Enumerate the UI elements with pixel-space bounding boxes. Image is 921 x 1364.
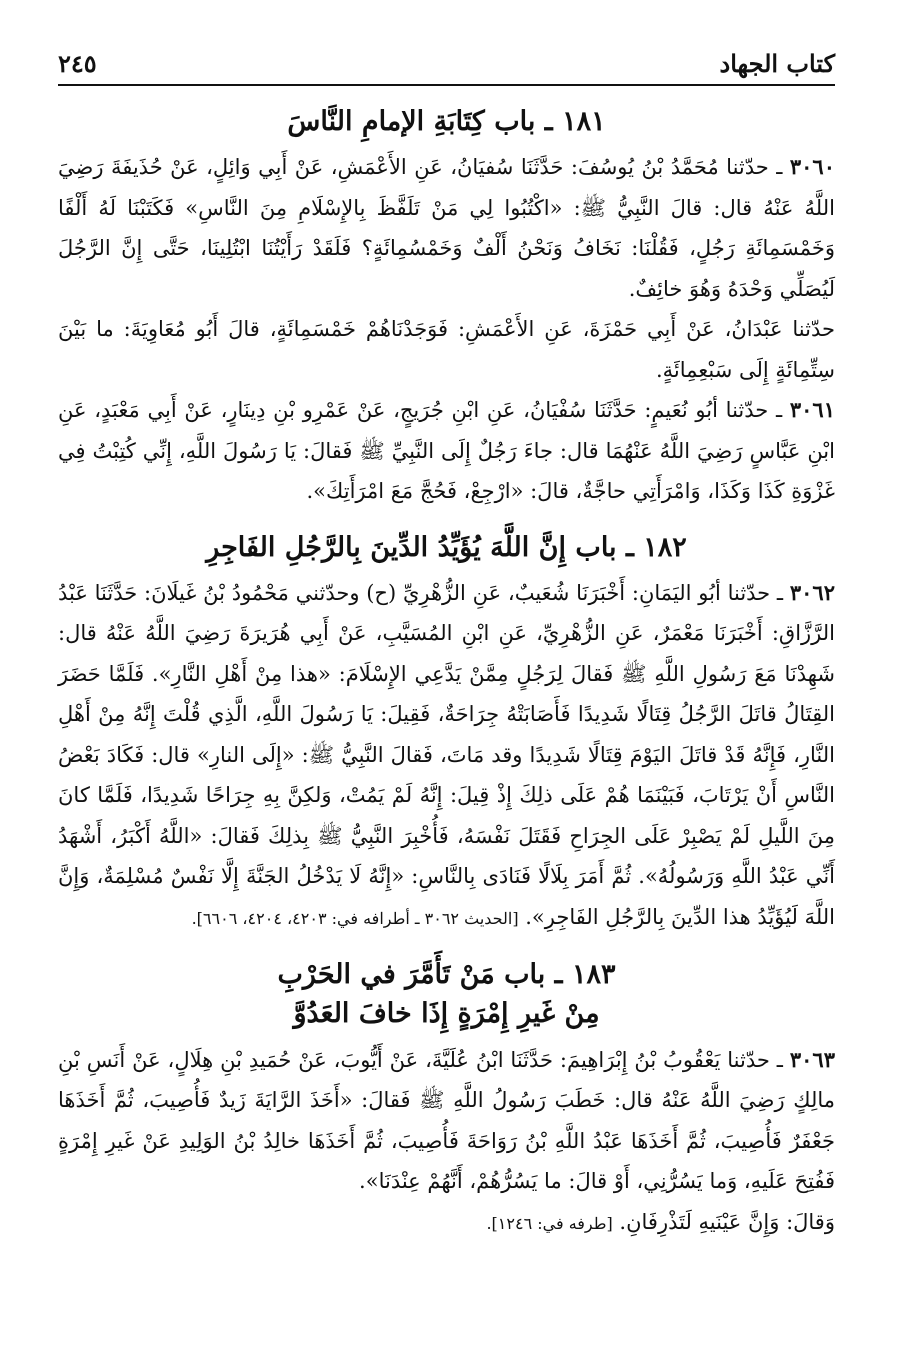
book-title: كتاب الجهاد: [719, 49, 835, 78]
page-number: ٢٤٥: [58, 49, 97, 78]
hadith-3063: [58, 1040, 835, 1202]
page-header: [58, 40, 835, 86]
hadith-3063-addendum: [58, 1202, 835, 1245]
chapter-title-182: [58, 528, 835, 567]
hadith-text: ـ حدّثنا مُحَمَّدُ بْنُ يُوسُفَ: حَدَّثَنَا سُفيَانُ، عَنِ الأَعْمَشِ، عَنْ أَبِي وَائِلٍ، عَنْ حُذَيفَةَ رَضِيَ اللَّهُ عَنْهُ قال: قالَ النَّبِيُّ ﷺ: «اكْتُبُوا لِي مَنْ تَلَفَّظَ بِالإِسْلَامِ مِنَ النَّاسِ» فَكَتَبْنَا لَهُ أَلْفًا وَخَمْسَمِائَةِ رَجُلٍ، فَقُلْنَا: نَخَافُ وَنَحْنُ أَلْفٌ وَخَمْسُمِائَةٍ؟ فَلَقَدْ رَأَيْتُنَا ابْتُلِينَا، حَتَّى إِنَّ الرَّجُلَ لَيُصَلِّي وَحْدَهُ وَهُوَ خائِفٌ.: [58, 155, 835, 301]
hadith-text: ـ حدّثنا أبُو اليَمَانِ: أَخْبَرَنَا شُعَيبٌ، عَنِ الزُّهْرِيِّ (ح) وحدّثني مَحْمُودُ بْنُ غَيلَانَ: حَدَّثَنَا عَبْدُ الرَّزَّاقِ: أَخْبَرَنَا مَعْمَرٌ، عَنِ الزُّهْرِيِّ، عَنِ ابْنِ المُسَيَّبِ، عَنْ أَبِي هُرَيرَةَ رَضِيَ اللَّهُ عَنْهُ قال: شَهِدْنَا مَعَ رَسُولِ اللَّهِ ﷺ فَقالَ لِرَجُلٍ مِمَّنْ يَدَّعِي الإِسْلَامَ: «هذا مِنْ أَهْلِ النَّارِ». فَلَمَّا حَضَرَ القِتَالُ قاتَلَ الرَّجُلُ قِتَالًا شَدِيدًا فَأَصَابَتْهُ جِرَاحَةٌ، فَقِيلَ: يَا رَسُولَ اللَّهِ، الَّذِي قُلْتَ إِنَّهُ مِنْ أَهْلِ النَّارِ، فَإِنَّهُ قَدْ قاتَلَ اليَوْمَ قِتَالًا شَدِيدًا وقد مَاتَ، فَقالَ النَّبِيُّ ﷺ: «إِلَى النارِ» قال: فَكَادَ بَعْضُ النَّاسِ أَنْ يَرْتَابَ، فَبَيْنَمَا هُمْ عَلَى ذلِكَ إِذْ قِيلَ: إِنَّهُ لَمْ يَمُتْ، وَلكِنَّ بِهِ جِرَاحًا شَدِيدًا، فَلَمَّا كانَ مِنَ اللَّيلِ لَمْ يَصْبِرْ عَلَى الجِرَاحِ فَقَتَلَ نَفْسَهُ، فَأُخْبِرَ النَّبِيُّ ﷺ بِذلِكَ فَقالَ: «اللَّهُ أَكْبَرُ، أَشْهَدُ أَنِّي عَبْدُ اللَّهِ وَرَسُولُهُ». ثُمَّ أَمَرَ بِلَالًا فَنَادَى بِالنَّاسِ: «إِنَّهُ لَا يَدْخُلُ الجَنَّةَ إِلَّا نَفْسٌ مُسْلِمَةٌ، وَإِنَّ اللَّهَ لَيُؤَيِّدُ هذا الدِّينَ بِالرَّجُلِ الفَاجِرِ».: [58, 580, 835, 929]
chapter-title-line: ١٨١ ـ باب كِتَابَةِ الإمامِ النَّاسَ: [287, 106, 606, 137]
hadith-3062: [58, 573, 835, 940]
hadith-number: ٣٠٦١: [789, 397, 835, 423]
hadith-text: حدّثنا عَبْدَانُ، عَنْ أَبِي حَمْزَةَ، عَنِ الأَعْمَشِ: فَوَجَدْنَاهُمْ خَمْسَمِائَةٍ، قالَ أَبُو مُعَاوِيَةَ: ما بَيْنَ سِتِّمِائَةٍ إِلَى سَبْعِمِائَةٍ.: [58, 317, 835, 382]
hadith-text: ـ حدّثنا يَعْقُوبُ بْنُ إِبْرَاهِيمَ: حَدَّثَنَا ابْنُ عُلَيَّةَ، عَنْ أَيُّوبَ، عَنْ حُمَيدِ بْنِ هِلَالٍ، عَنْ أَنَسِ بْنِ مالِكٍ رَضِيَ اللَّهُ عَنْهُ قال: خَطَبَ رَسُولُ اللَّهِ ﷺ فَقالَ: «أَخَذَ الرَّايَةَ زَيدٌ فَأُصِيبَ، ثُمَّ أَخَذَهَا جَعْفَرٌ فَأُصِيبَ، ثُمَّ أَخَذَهَا عَبْدُ اللَّهِ بْنُ رَوَاحَةَ فَأُصِيبَ، ثُمَّ أَخَذَهَا خالِدُ بْنُ الوَلِيدِ عَنْ غَيرِ إِمْرَةٍ فَفُتِحَ عَلَيهِ، وَما يَسُرُّنِي، أَوْ قالَ: ما يَسُرُّهُمْ، أَنَّهُمْ عِنْدَنَا».: [58, 1047, 835, 1194]
hadith-cross-reference: [طرفه في: ١٢٤٦].: [486, 1213, 613, 1233]
hadith-text: وَقالَ: وَإِنَّ عَيْنَيهِ لَتَذْرِفَانِ.: [619, 1209, 835, 1234]
hadith-3061: [58, 390, 835, 512]
chapter-title-183: [58, 955, 835, 1033]
chapter-title-line: ١٨٣ ـ باب مَنْ تَأَمَّرَ في الحَرْبِ: [277, 959, 616, 991]
chapter-title-181: [58, 102, 835, 141]
hadith-number: ٣٠٦٣: [789, 1046, 835, 1072]
hadith-3060-addendum: [58, 309, 835, 390]
hadith-text: ـ حدّثنا أبُو نُعَيمٍ: حَدَّثَنَا سُفْيَانُ، عَنِ ابْنِ جُرَيجٍ، عَنْ عَمْرِو بْنِ دِينَارٍ، عَنْ أَبِي مَعْبَدٍ، عَنِ ابْنِ عَبَّاسٍ رَضِيَ اللَّهُ عَنْهُمَا قال: جاءَ رَجُلٌ إِلَى النَّبِيِّ ﷺ فَقالَ: يَا رَسُولَ اللَّهِ، إِنِّي كُتِبْتُ فِي غَزْوَةِ كَذَا وَكَذَا، وَامْرَأَتِي حاجَّةٌ، قالَ: «ارْجِعْ، فَحُجَّ مَعَ امْرَأَتِكَ».: [58, 398, 835, 504]
chapter-title-line: مِنْ غَيرِ إِمْرَةٍ إِذَا خافَ العَدُوَّ: [293, 998, 600, 1030]
chapter-title-line: ١٨٢ ـ باب إِنَّ اللَّهَ يُؤَيِّدُ الدِّينَ بِالرَّجُلِ الفَاجِرِ: [206, 531, 687, 563]
hadith-number: ٣٠٦٢: [789, 579, 835, 605]
hadith-3060: [58, 147, 835, 309]
hadith-cross-reference: [الحديث ٣٠٦٢ ـ أطرافه في: ٤٢٠٣، ٤٢٠٤، ٦٦٠٦].: [191, 908, 519, 928]
hadith-number: ٣٠٦٠: [789, 154, 835, 180]
